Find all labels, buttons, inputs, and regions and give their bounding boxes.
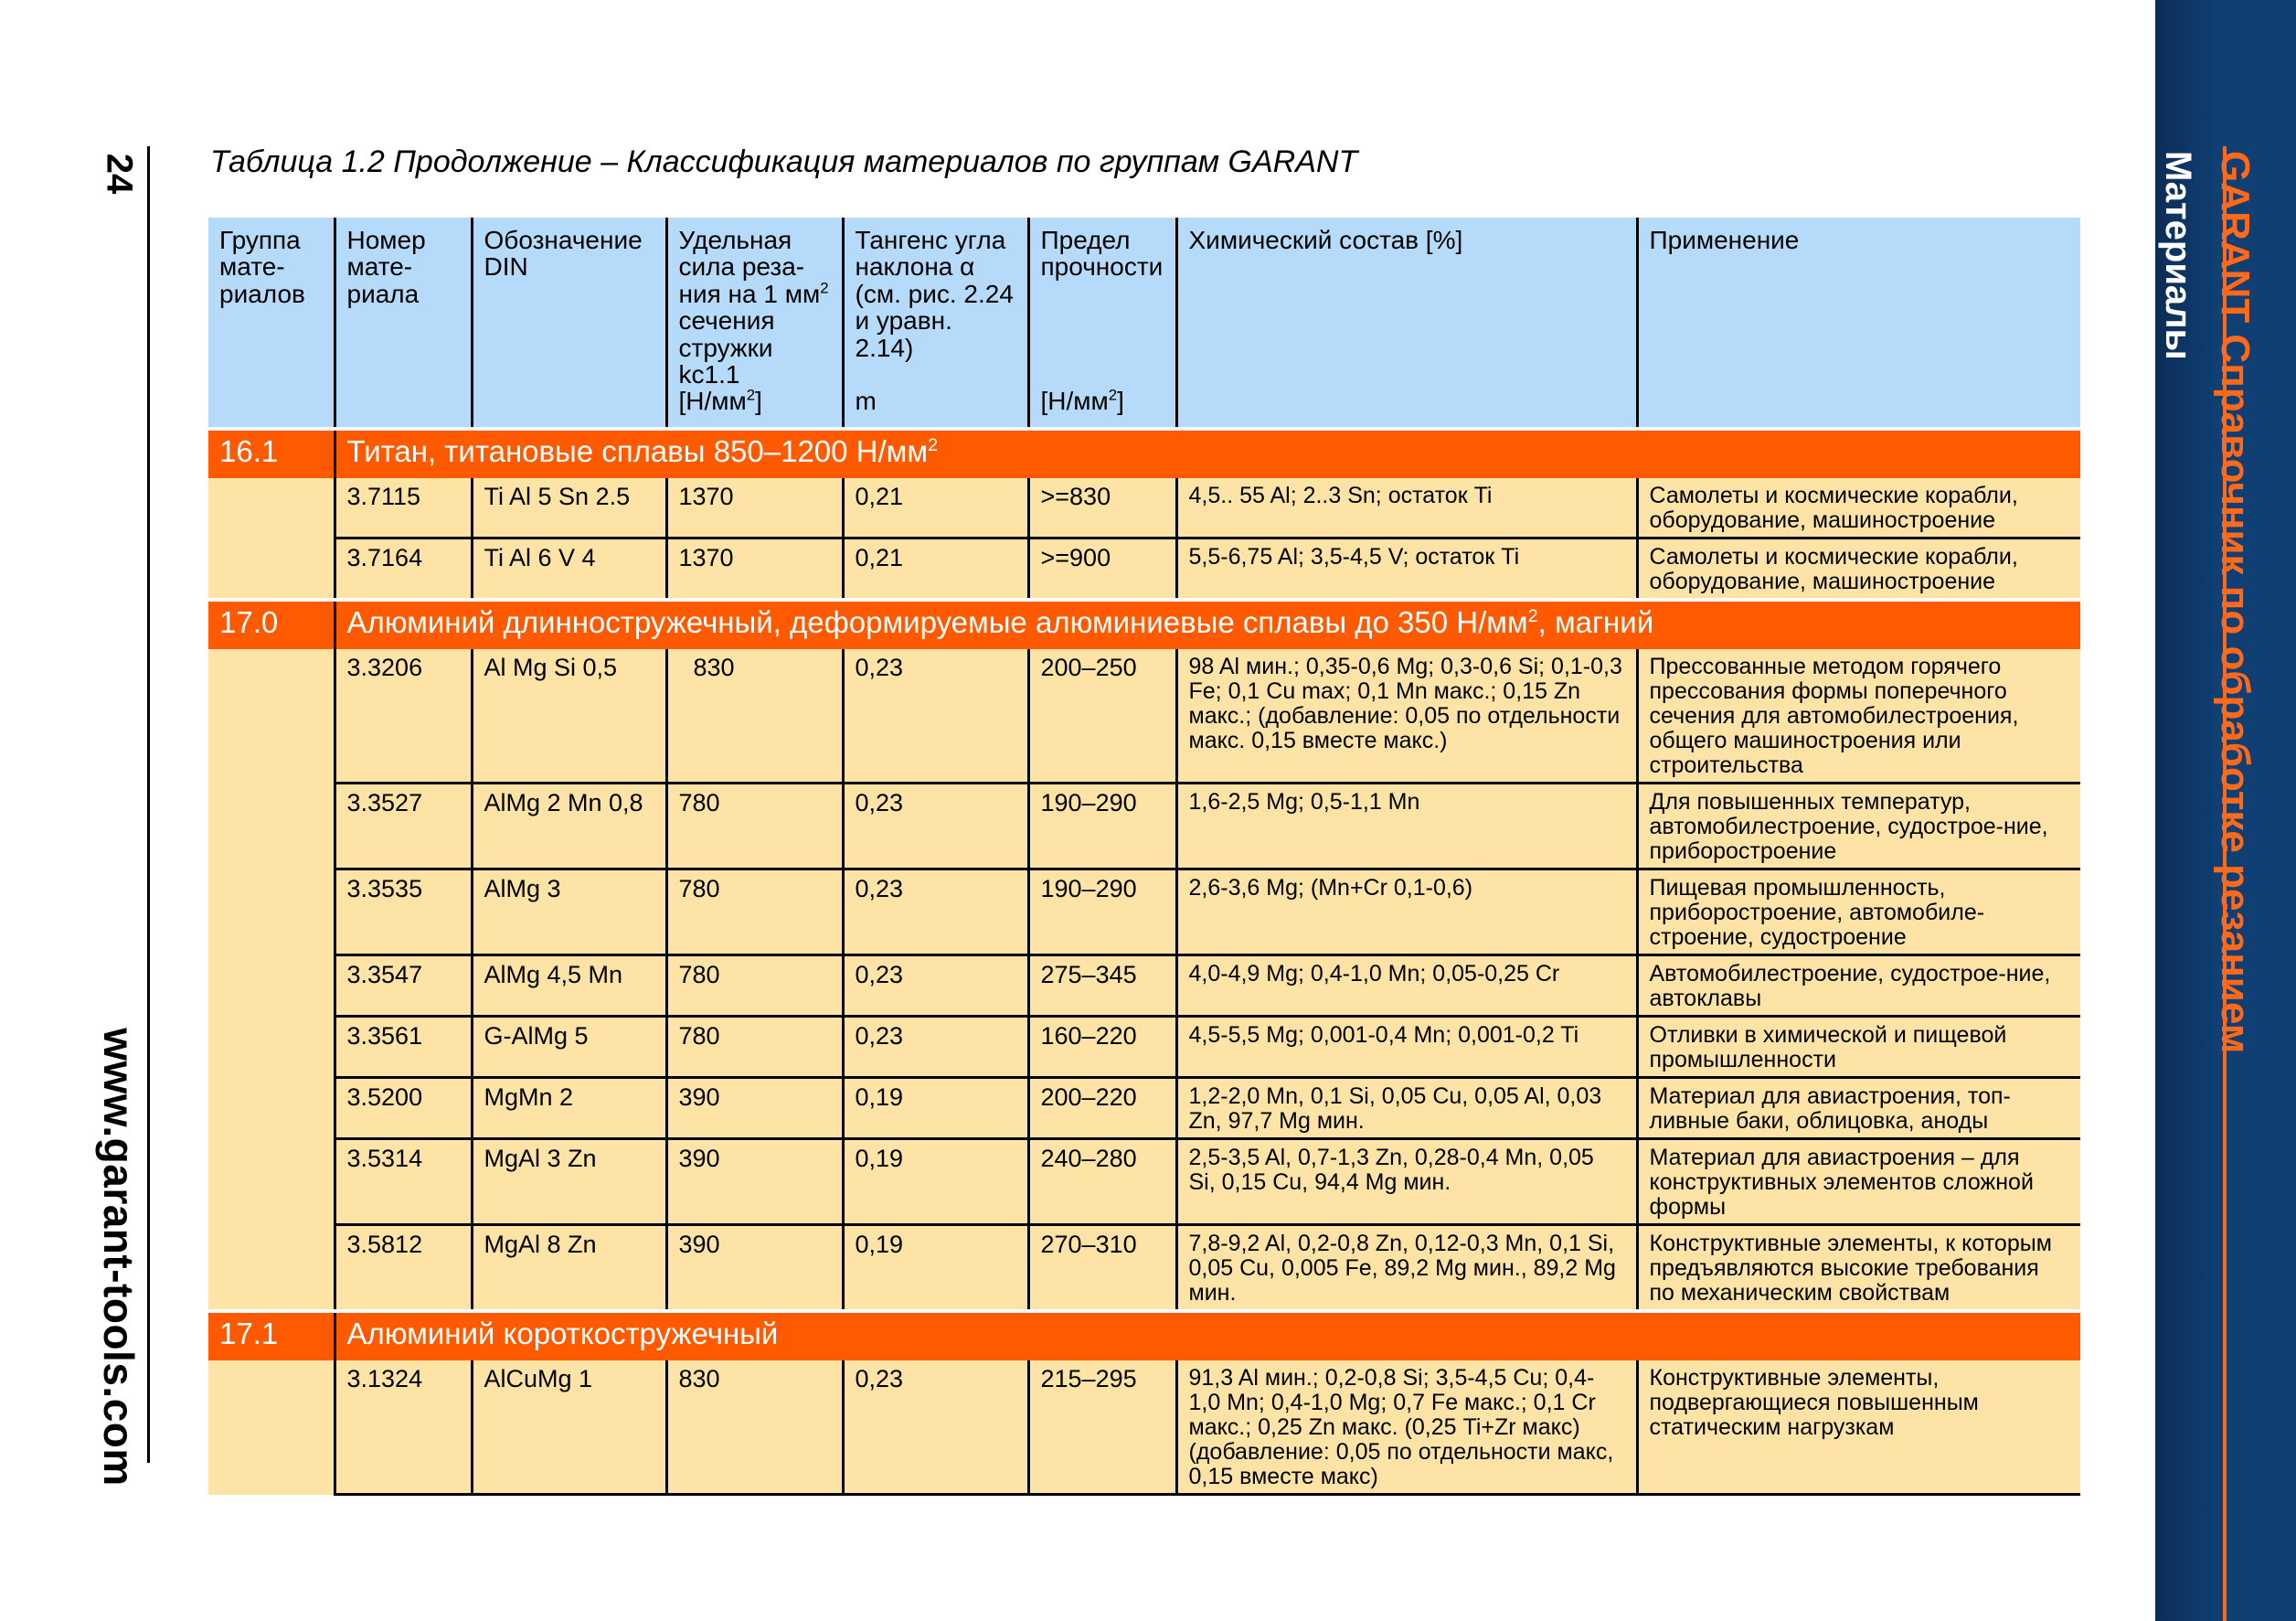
material-number: 3.7164 [335, 539, 472, 601]
chemical-composition: 5,5-6,75 Al; 3,5-4,5 V; остаток Ti [1176, 539, 1637, 601]
tensile-strength: 160–220 [1028, 1017, 1176, 1078]
material-number: 3.5200 [335, 1078, 472, 1139]
header-group: Группа мате-риалов [208, 218, 335, 429]
din-designation: AlMg 3 [472, 869, 666, 955]
header-cutting-force-text: Удельная сила реза-ния на 1 мм [678, 226, 821, 308]
table-row [208, 478, 2080, 539]
tangent-m: 0,21 [843, 478, 1028, 539]
header-strength-text: Предел прочности [1040, 226, 1164, 282]
application: Конструктивные элементы, подвергающиеся повышенным статическим нагрузкам [1637, 1360, 2080, 1495]
group-title-text-2: , магний [1537, 605, 1654, 639]
chemical-composition: 1,2-2,0 Mn, 0,1 Si, 0,05 Cu, 0,05 Al, 0,03 Zn, 97,7 Mg мин. [1176, 1078, 1637, 1139]
group-number: 16.1 [208, 429, 335, 478]
application: Отливки в химической и пищевой промышленности [1637, 1017, 2080, 1078]
group-row [208, 1311, 2080, 1360]
material-number: 3.3561 [335, 1017, 472, 1078]
tensile-strength: 215–295 [1028, 1360, 1176, 1495]
table-row [208, 1017, 2080, 1078]
tangent-m: 0,19 [843, 1078, 1028, 1139]
table-row [208, 784, 2080, 869]
chemical-composition: 4,5.. 55 Al; 2..3 Sn; остаток Ti [1176, 478, 1637, 539]
group-cell-empty [208, 649, 335, 784]
application: Автомобилестроение, судострое-ние, автоклавы [1637, 955, 2080, 1017]
group-cell-empty [208, 539, 335, 601]
application: Пищевая промышленность, приборостроение, автомобиле-строение, судостроение [1637, 869, 2080, 955]
tangent-m: 0,23 [843, 649, 1028, 784]
tangent-m: 0,19 [843, 1139, 1028, 1225]
group-title-text: Алюминий короткостружечный [346, 1317, 779, 1350]
header-strength-unit-end: ] [1117, 387, 1124, 416]
materials-table-container [208, 218, 2080, 1496]
tensile-strength: 275–345 [1028, 955, 1176, 1017]
group-cell-empty [208, 1225, 335, 1312]
tangent-m: 0,21 [843, 539, 1028, 601]
din-designation: MgAl 8 Zn [472, 1225, 666, 1312]
tensile-strength: 240–280 [1028, 1139, 1176, 1225]
cutting-force: 780 [666, 955, 843, 1017]
header-cutting-force [666, 218, 843, 429]
group-cell-empty [208, 1017, 335, 1078]
tangent-m: 0,23 [843, 784, 1028, 869]
group-title-text: Титан, титановые сплавы 850–1200 Н/мм [346, 434, 929, 468]
website-link[interactable]: www.garant-tools.com [95, 1028, 143, 1487]
din-designation: MgAl 3 Zn [472, 1139, 666, 1225]
application: Конструктивные элементы, к которым предъявляются высокие требования по механическим свойствам [1637, 1225, 2080, 1312]
cutting-force: 830 [666, 649, 843, 784]
material-number: 3.5314 [335, 1139, 472, 1225]
din-designation: MgMn 2 [472, 1078, 666, 1139]
chemical-composition: 98 Al мин.; 0,35-0,6 Mg; 0,3-0,6 Si; 0,1-0,3 Fe; 0,1 Cu max; 0,1 Mn макс.; 0,15 Zn макс.; (добавление: 0,05 по отдельности макс. 0,15 вместе макс.) [1176, 649, 1637, 784]
chemical-composition: 7,8-9,2 Al, 0,2-0,8 Zn, 0,12-0,3 Mn, 0,1 Si, 0,05 Cu, 0,005 Fe, 89,2 Mg мин., 89,2 Mg мин. [1176, 1225, 1637, 1312]
tangent-m: 0,23 [843, 869, 1028, 955]
chemical-composition: 2,5-3,5 Al, 0,7-1,3 Zn, 0,28-0,4 Mn, 0,05 Si, 0,15 Cu, 94,4 Mg мин. [1176, 1139, 1637, 1225]
header-tangent-text: Тангенс угла наклона α (см. рис. 2.24 и уравн. 2.14) [855, 226, 1014, 362]
brand-name: GARANT [2213, 151, 2258, 324]
din-designation: Al Mg Si 0,5 [472, 649, 666, 784]
tensile-strength: 200–220 [1028, 1078, 1176, 1139]
header-tangent [843, 218, 1028, 429]
header-tangent-m: m [855, 387, 877, 416]
header-cutting-force-unit-sup: 2 [746, 387, 756, 405]
tensile-strength: >=830 [1028, 478, 1176, 539]
application: Самолеты и космические корабли, оборудование, машиностроение [1637, 478, 2080, 539]
header-cutting-force-sup: 2 [820, 279, 829, 297]
cutting-force: 830 [666, 1360, 843, 1495]
header-din: Обозначение DIN [472, 218, 666, 429]
table-row [208, 869, 2080, 955]
table-caption: Таблица 1.2 Продолжение – Классификация материалов по группам GARANT [210, 144, 1358, 179]
material-number: 3.3206 [335, 649, 472, 784]
table-row [208, 649, 2080, 784]
application: Самолеты и космические корабли, оборудование, машиностроение [1637, 539, 2080, 601]
table-row [208, 1225, 2080, 1312]
tangent-m: 0,23 [843, 955, 1028, 1017]
tensile-strength: 270–310 [1028, 1225, 1176, 1312]
table-row [208, 539, 2080, 601]
tensile-strength: 190–290 [1028, 784, 1176, 869]
materials-table [208, 218, 2080, 1496]
din-designation: AlMg 4,5 Mn [472, 955, 666, 1017]
header-cutting-force-unit-end: ] [755, 387, 762, 416]
header-cutting-force-unit: [Н/мм [678, 387, 747, 416]
cutting-force: 1370 [666, 539, 843, 601]
header-strength [1028, 218, 1176, 429]
header-strength-unit-sup: 2 [1108, 387, 1118, 405]
cutting-force: 780 [666, 869, 843, 955]
group-row [208, 429, 2080, 478]
material-number: 3.1324 [335, 1360, 472, 1495]
tensile-strength: 190–290 [1028, 869, 1176, 955]
group-number: 17.0 [208, 600, 335, 649]
din-designation: AlMg 2 Mn 0,8 [472, 784, 666, 869]
table-row [208, 1139, 2080, 1225]
page-number: 24 [99, 153, 140, 195]
chemical-composition: 4,5-5,5 Mg; 0,001-0,4 Mn; 0,001-0,2 Ti [1176, 1017, 1637, 1078]
application: Материал для авиастроения – для конструктивных элементов сложной формы [1637, 1139, 2080, 1225]
header-cutting-force-text-2: сечения стружки kc1.1 [678, 306, 775, 389]
chemical-composition: 4,0-4,9 Mg; 0,4-1,0 Mn; 0,05-0,25 Cr [1176, 955, 1637, 1017]
chemical-composition: 1,6-2,5 Mg; 0,5-1,1 Mn [1176, 784, 1637, 869]
book-title-text: Справочник по обработке резанием [2213, 323, 2258, 1054]
tangent-m: 0,19 [843, 1225, 1028, 1312]
header-row [208, 218, 2080, 429]
material-number: 3.3547 [335, 955, 472, 1017]
table-row [208, 1078, 2080, 1139]
cutting-force: 780 [666, 1017, 843, 1078]
group-title [335, 429, 2080, 478]
header-application: Применение [1637, 218, 2080, 429]
group-cell-empty [208, 869, 335, 955]
group-cell-empty [208, 1360, 335, 1495]
group-cell-empty [208, 1078, 335, 1139]
group-title-sup: 2 [1527, 606, 1538, 626]
left-divider [147, 146, 150, 1463]
material-number: 3.5812 [335, 1225, 472, 1312]
group-title [335, 600, 2080, 649]
din-designation: G-AlMg 5 [472, 1017, 666, 1078]
cutting-force: 1370 [666, 478, 843, 539]
header-number: Номер мате-риала [335, 218, 472, 429]
application: Материал для авиастроения, топ-ливные баки, облицовка, аноды [1637, 1078, 2080, 1139]
table-row [208, 1360, 2080, 1495]
header-strength-unit: [Н/мм [1040, 387, 1109, 416]
group-title-sup: 2 [928, 435, 939, 455]
cutting-force: 390 [666, 1225, 843, 1312]
group-title-text: Алюминий длинностружечный, деформируемые алюминиевые сплавы до 350 Н/мм [346, 605, 1528, 639]
group-cell-empty [208, 1139, 335, 1225]
group-title [335, 1311, 2080, 1360]
material-number: 3.3535 [335, 869, 472, 955]
din-designation: Ti Al 6 V 4 [472, 539, 666, 601]
group-cell-empty [208, 784, 335, 869]
group-cell-empty [208, 478, 335, 539]
group-cell-empty [208, 955, 335, 1017]
tensile-strength: 200–250 [1028, 649, 1176, 784]
cutting-force: 390 [666, 1139, 843, 1225]
material-number: 3.7115 [335, 478, 472, 539]
application: Для повышенных температур, автомобилестроение, судострое-ние, приборостроение [1637, 784, 2080, 869]
group-row [208, 600, 2080, 649]
chemical-composition: 91,3 Al мин.; 0,2-0,8 Si; 3,5-4,5 Cu; 0,4-1,0 Mn; 0,4-1,0 Mg; 0,7 Fe макс.; 0,1 Cr макс.; 0,25 Zn макс. (0,25 Ti+Zr макс) (добавление: 0,05 по отдельности макс, 0,15 вместе макс) [1176, 1360, 1637, 1495]
tensile-strength: >=900 [1028, 539, 1176, 601]
tangent-m: 0,23 [843, 1017, 1028, 1078]
din-designation: Ti Al 5 Sn 2.5 [472, 478, 666, 539]
cutting-force: 390 [666, 1078, 843, 1139]
material-number: 3.3527 [335, 784, 472, 869]
book-title [2212, 151, 2258, 1053]
din-designation: AlCuMg 1 [472, 1360, 666, 1495]
group-number: 17.1 [208, 1311, 335, 1360]
tangent-m: 0,23 [843, 1360, 1028, 1495]
header-composition: Химический состав [%] [1176, 218, 1637, 429]
table-row [208, 955, 2080, 1017]
chemical-composition: 2,6-3,6 Mg; (Mn+Cr 0,1-0,6) [1176, 869, 1637, 955]
section-title: Материалы [2158, 151, 2198, 360]
table-body [208, 429, 2080, 1495]
cutting-force: 780 [666, 784, 843, 869]
application: Прессованные методом горячего прессования формы поперечного сечения для автомобилестроения, общего машиностроения или строительства [1637, 649, 2080, 784]
